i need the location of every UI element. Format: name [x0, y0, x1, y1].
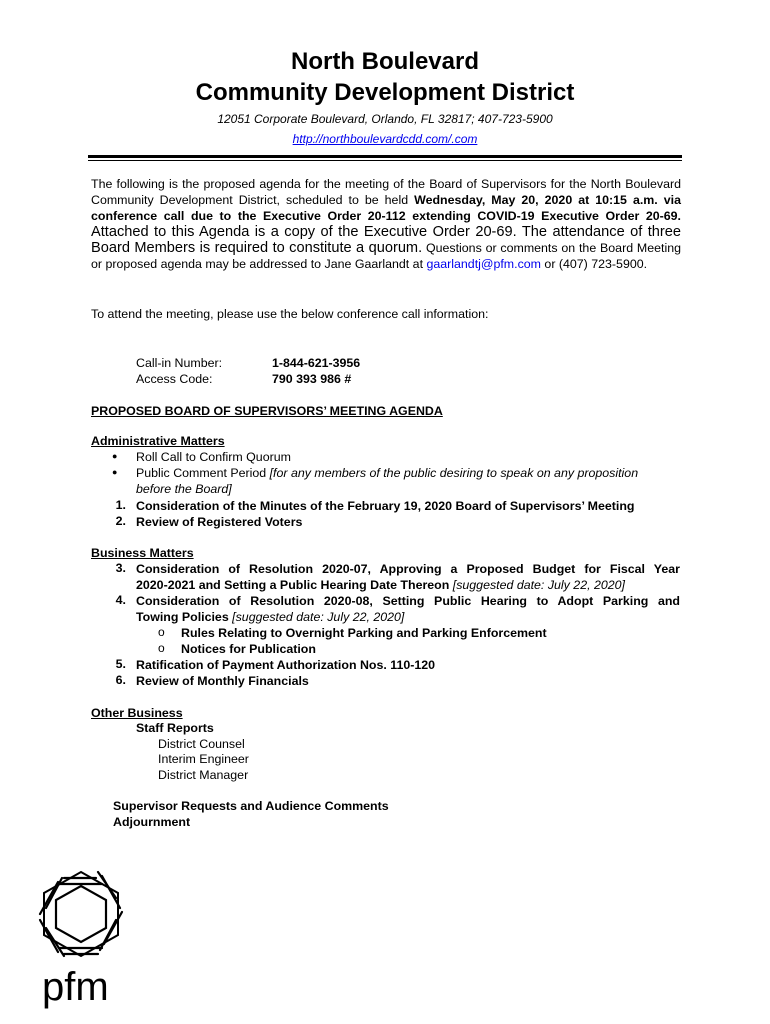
- title-line-2: Community Development District: [195, 79, 575, 106]
- header-rule-thick: [88, 155, 682, 158]
- sub-item-notices: Notices for Publication: [181, 642, 316, 656]
- staff-district-counsel: District Counsel: [158, 737, 245, 751]
- agenda-item-financials: Review of Monthly Financials: [136, 674, 309, 688]
- conference-intro: To attend the meeting, please use the below conference call information:: [91, 307, 489, 321]
- supervisor-requests: Supervisor Requests and Audience Comments: [113, 799, 389, 813]
- bullet-icon: ●: [112, 451, 118, 461]
- admin-bullet-roll-call: Roll Call to Confirm Quorum: [136, 450, 291, 464]
- staff-district-manager: District Manager: [158, 768, 249, 782]
- business-heading: Business Matters: [91, 546, 194, 560]
- agenda-heading: PROPOSED BOARD OF SUPERVISORS’ MEETING AGENDA: [91, 404, 443, 418]
- email-link[interactable]: gaarlandtj@pfm.com: [426, 257, 541, 271]
- header-rule-thin: [88, 160, 682, 161]
- pfm-lattice-logo-icon: [36, 868, 126, 1013]
- adjournment: Adjournment: [113, 815, 191, 829]
- title-line-1: North Boulevard: [290, 48, 479, 75]
- staff-reports: Staff Reports: [136, 721, 214, 735]
- pfm-logo: [36, 868, 126, 1018]
- circle-bullet-icon: o: [158, 641, 165, 655]
- agenda-item-voters: Review of Registered Voters: [136, 515, 303, 529]
- item-number: 5.: [115, 657, 126, 671]
- item-number: 1.: [115, 498, 126, 512]
- agenda-item-minutes: Consideration of the Minutes of the February 19, 2020 Board of Supervisors’ Meeting: [136, 499, 635, 513]
- admin-bullet-public-comment-cont: before the Board]: [136, 482, 232, 496]
- intro-paragraph: The following is the proposed agenda for the meeting of the Board of Supervisors for the North Boulevard Community Development District, scheduled to be held Wednesday, May 20, 2020 at 10:15 a.m. via conference call due to the Executive Order 20-112 extending COVID-19 Executive Order 20-69. Attached to this Agenda is a copy of the Executive Order 20-69. The attendance of three Board Members is required to constitute a quorum. Questions or comments on the Board Meeting or proposed agenda may be addressed to Jane Gaarlandt at gaarlandtj@pfm.com or (407) 723-5900.: [91, 177, 681, 271]
- admin-bullet-public-comment: Public Comment Period [for any members of the public desiring to speak on any proposition: [136, 466, 639, 480]
- agenda-item-budget: Consideration of Resolution 2020-07, Approving a Proposed Budget for Fiscal Year: [136, 562, 680, 576]
- item-number: 3.: [115, 561, 126, 575]
- access-code-value: 790 393 986 #: [272, 372, 352, 386]
- circle-bullet-icon: o: [158, 625, 165, 639]
- staff-interim-engineer: Interim Engineer: [158, 752, 249, 766]
- district-address: 12051 Corporate Boulevard, Orlando, FL 32817; 407-723-5900: [217, 112, 553, 126]
- bullet-icon: ●: [112, 467, 118, 477]
- agenda-item-payment: Ratification of Payment Authorization Nos. 110-120: [136, 658, 436, 672]
- website-link[interactable]: http://northboulevardcdd.com/.com: [292, 132, 478, 146]
- item-number: 6.: [115, 673, 126, 687]
- access-code-label: Access Code:: [136, 372, 213, 386]
- admin-heading: Administrative Matters: [91, 434, 225, 448]
- other-heading: Other Business: [91, 706, 183, 720]
- item-number: 4.: [115, 593, 126, 607]
- call-in-label: Call-in Number:: [136, 356, 223, 370]
- website-line: [0, 132, 770, 146]
- agenda-item-parking-cont: Towing Policies [suggested date: July 22, 2020]: [136, 610, 405, 624]
- pfm-logo-text: pfm: [42, 965, 109, 1009]
- agenda-item-budget-cont: 2020-2021 and Setting a Public Hearing Date Thereon [suggested date: July 22, 2020]: [136, 578, 625, 592]
- call-in-number: 1-844-621-3956: [272, 356, 361, 370]
- agenda-item-parking: Consideration of Resolution 2020-08, Setting Public Hearing to Adopt Parking and: [136, 594, 680, 608]
- item-number: 2.: [115, 514, 126, 528]
- sub-item-rules: Rules Relating to Overnight Parking and Parking Enforcement: [181, 626, 547, 640]
